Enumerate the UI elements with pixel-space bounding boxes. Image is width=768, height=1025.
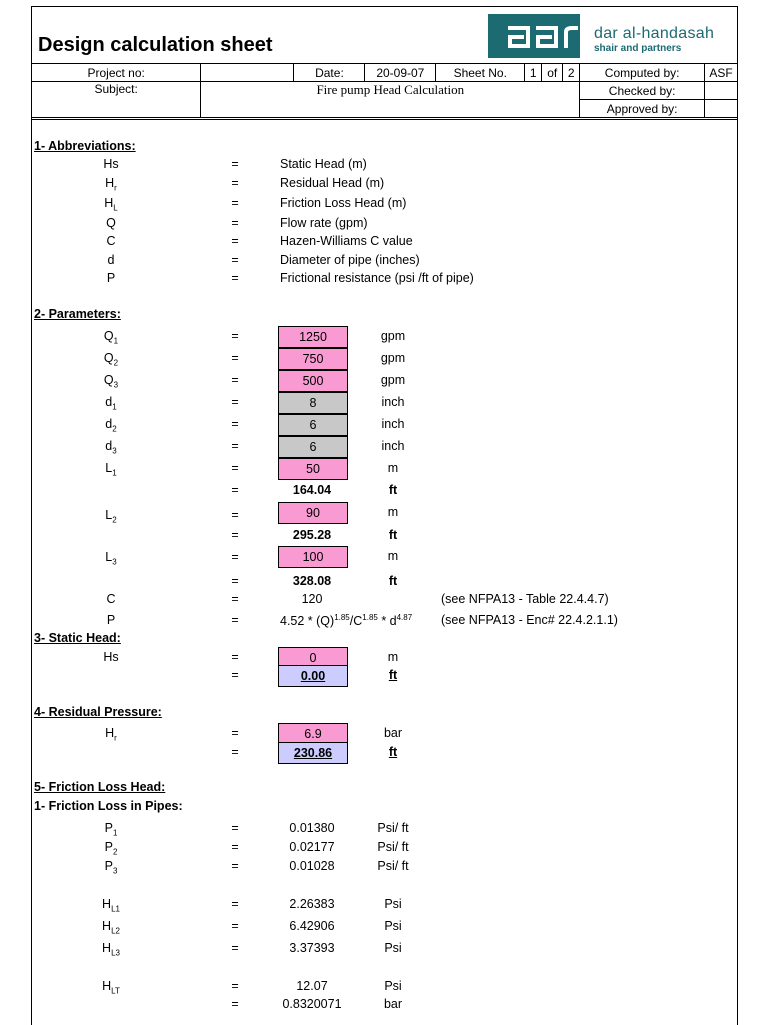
param-symbol: $L_2$ [105, 508, 117, 525]
unit-label: ft [388, 745, 398, 759]
equals-sign: = [231, 196, 239, 210]
abbr-symbol: $H_r$ [105, 176, 117, 193]
head-loss-value: 2.26383 [289, 897, 335, 911]
section-parameters-heading: 2- Parameters: [34, 307, 121, 321]
equals-sign: = [231, 897, 239, 911]
equals-sign: = [231, 351, 239, 365]
unit-label: inch [381, 417, 405, 431]
unit-label: Psi [384, 979, 402, 993]
unit-label: Psi [384, 941, 402, 955]
page-title: Design calculation sheet [38, 34, 273, 56]
unit-label: gpm [380, 351, 406, 365]
equals-sign: = [231, 919, 239, 933]
equals-sign: = [231, 253, 239, 267]
abbr-definition: Diameter of pipe (inches) [280, 253, 420, 267]
param-symbol: P [106, 613, 116, 627]
subject-value: Fire pump Head Calculation [201, 82, 580, 118]
equals-sign: = [231, 157, 239, 171]
sheet-no-label: Sheet No. [436, 64, 525, 82]
input-cell-l1[interactable]: 50 [278, 458, 348, 480]
sheet-total: 2 [563, 64, 580, 82]
param-symbol: $H_{L1}$ [102, 897, 120, 914]
equals-sign: = [231, 483, 239, 497]
unit-label: ft [388, 528, 398, 542]
param-symbol: $P_2$ [104, 840, 118, 857]
equals-sign: = [231, 650, 239, 664]
company-logo [488, 14, 580, 58]
abbr-definition: Residual Head (m) [280, 176, 385, 190]
result-cell-static-head-ft: 0.00 [278, 665, 348, 687]
param-symbol: $Q_1$ [103, 329, 119, 346]
approved-by-label: Approved by: [580, 100, 705, 118]
unit-label: ft [388, 483, 398, 497]
param-symbol: $d_3$ [105, 439, 117, 456]
unit-label: Psi/ ft [377, 821, 409, 835]
equals-sign: = [231, 726, 239, 740]
equals-sign: = [231, 271, 239, 285]
param-symbol: $H_{LT}$ [102, 979, 120, 996]
date-value: 20-09-07 [365, 64, 436, 82]
unit-label: m [387, 549, 399, 563]
equals-sign: = [231, 439, 239, 453]
input-cell-residual-pressure[interactable]: 6.9 [278, 723, 348, 745]
input-cell-l3[interactable]: 100 [278, 546, 348, 568]
nfpa-table-reference: (see NFPA13 - Table 22.4.4.7) [441, 592, 609, 606]
abbr-symbol: P [106, 271, 116, 285]
unit-label: inch [381, 439, 405, 453]
abbr-symbol: d [107, 253, 115, 267]
computed-l2-ft: 295.28 [292, 528, 332, 542]
param-symbol: Hs [103, 650, 119, 664]
equals-sign: = [231, 668, 239, 682]
equals-sign: = [231, 941, 239, 955]
abbr-definition: Friction Loss Head (m) [280, 196, 407, 210]
abbr-definition: Frictional resistance (psi /ft of pipe) [280, 271, 474, 285]
param-symbol: C [106, 592, 116, 606]
result-cell-residual-ft: 230.86 [278, 742, 348, 764]
computed-l1-ft: 164.04 [292, 483, 332, 497]
param-symbol: $P_3$ [104, 859, 118, 876]
equals-sign: = [231, 997, 239, 1011]
checked-by-value [705, 82, 738, 100]
unit-label: gpm [380, 329, 406, 343]
dar-logo-mark-icon [488, 14, 580, 58]
friction-value: 0.02177 [289, 840, 335, 854]
equals-sign: = [231, 550, 239, 564]
unit-label: gpm [380, 373, 406, 387]
param-symbol: $d_2$ [105, 417, 117, 434]
equals-sign: = [231, 859, 239, 873]
param-symbol: $P_1$ [104, 821, 118, 838]
approved-by-value [705, 100, 738, 118]
param-symbol: $d_1$ [105, 395, 117, 412]
hazen-williams-formula: $4.52 * (Q)^{1.85}/C^{1.85} * d^{4.87}$ [280, 613, 413, 629]
section-friction-loss-heading: 5- Friction Loss Head: [34, 780, 166, 794]
abbr-symbol: Hs [103, 157, 119, 171]
head-loss-value: 6.42906 [289, 919, 335, 933]
abbr-symbol: Q [106, 216, 116, 230]
friction-loss-pipes-subheading: 1- Friction Loss in Pipes: [34, 799, 183, 813]
abbr-definition: Flow rate (gpm) [280, 216, 368, 230]
head-loss-value: 3.37393 [289, 941, 335, 955]
sheet-current: 1 [525, 64, 542, 82]
project-no-value [201, 64, 294, 82]
checked-by-label: Checked by: [580, 82, 705, 100]
unit-label: ft [388, 668, 398, 682]
abbr-definition: Static Head (m) [280, 157, 367, 171]
sheet-of: of [542, 64, 563, 82]
equals-sign: = [231, 176, 239, 190]
unit-label: ft [388, 574, 398, 588]
equals-sign: = [231, 745, 239, 759]
equals-sign: = [231, 461, 239, 475]
unit-label: m [387, 505, 399, 519]
input-cell-d3[interactable]: 6 [278, 436, 348, 458]
equals-sign: = [231, 216, 239, 230]
equals-sign: = [231, 979, 239, 993]
equals-sign: = [231, 508, 239, 522]
param-symbol: $Q_3$ [103, 373, 119, 390]
unit-label: m [387, 650, 399, 664]
equals-sign: = [231, 840, 239, 854]
input-cell-static-head[interactable]: 0 [278, 647, 348, 669]
param-symbol: $H_r$ [105, 726, 117, 743]
equals-sign: = [231, 592, 239, 606]
input-cell-q3[interactable]: 500 [278, 370, 348, 392]
input-cell-q2[interactable]: 750 [278, 348, 348, 370]
unit-label: Psi/ ft [377, 840, 409, 854]
param-symbol: $Q_2$ [103, 351, 119, 368]
computed-by-label: Computed by: [580, 64, 705, 82]
section-residual-pressure-heading: 4- Residual Pressure: [34, 705, 162, 719]
unit-label: inch [381, 395, 405, 409]
equals-sign: = [231, 329, 239, 343]
header-bottom-rule [31, 119, 738, 120]
input-cell-q1[interactable]: 1250 [278, 326, 348, 348]
abbr-definition: Hazen-Williams C value [280, 234, 413, 248]
header-info-table [31, 63, 738, 118]
unit-label: Psi [384, 897, 402, 911]
equals-sign: = [231, 417, 239, 431]
abbr-symbol: C [106, 234, 116, 248]
computed-by-value: ASF [705, 64, 738, 82]
equals-sign: = [231, 373, 239, 387]
input-cell-d1[interactable]: 8 [278, 392, 348, 414]
abbr-symbol: $H_L$ [104, 196, 118, 213]
nfpa-equation-reference: (see NFPA13 - Enc# 22.4.2.1.1) [441, 613, 618, 627]
param-symbol: $H_{L3}$ [102, 941, 120, 958]
project-no-label: Project no: [32, 64, 201, 82]
unit-label: m [387, 461, 399, 475]
unit-label: Psi [384, 919, 402, 933]
equals-sign: = [231, 821, 239, 835]
computed-l3-ft: 328.08 [292, 574, 332, 588]
param-symbol: $H_{L2}$ [102, 919, 120, 936]
equals-sign: = [231, 395, 239, 409]
subject-label: Subject: [32, 82, 201, 118]
unit-label: bar [383, 997, 403, 1011]
total-head-loss-bar: 0.8320071 [282, 997, 342, 1011]
input-cell-l2[interactable]: 90 [278, 502, 348, 524]
total-head-loss-psi: 12.07 [296, 979, 328, 993]
equals-sign: = [231, 234, 239, 248]
param-symbol: $L_1$ [105, 461, 117, 478]
input-cell-d2[interactable]: 6 [278, 414, 348, 436]
section-abbreviations-heading: 1- Abbreviations: [34, 139, 136, 153]
equals-sign: = [231, 528, 239, 542]
logo-company-subtitle: shair and partners [594, 43, 682, 54]
unit-label: Psi/ ft [377, 859, 409, 873]
friction-value: 0.01028 [289, 859, 335, 873]
unit-label: bar [383, 726, 403, 740]
logo-company-name: dar al-handasah [594, 25, 715, 42]
equals-sign: = [231, 574, 239, 588]
date-label: Date: [294, 64, 365, 82]
section-static-head-heading: 3- Static Head: [34, 631, 121, 645]
param-symbol: $L_3$ [105, 550, 117, 567]
c-value: 120 [301, 592, 323, 606]
friction-value: 0.01380 [289, 821, 335, 835]
equals-sign: = [231, 613, 239, 627]
